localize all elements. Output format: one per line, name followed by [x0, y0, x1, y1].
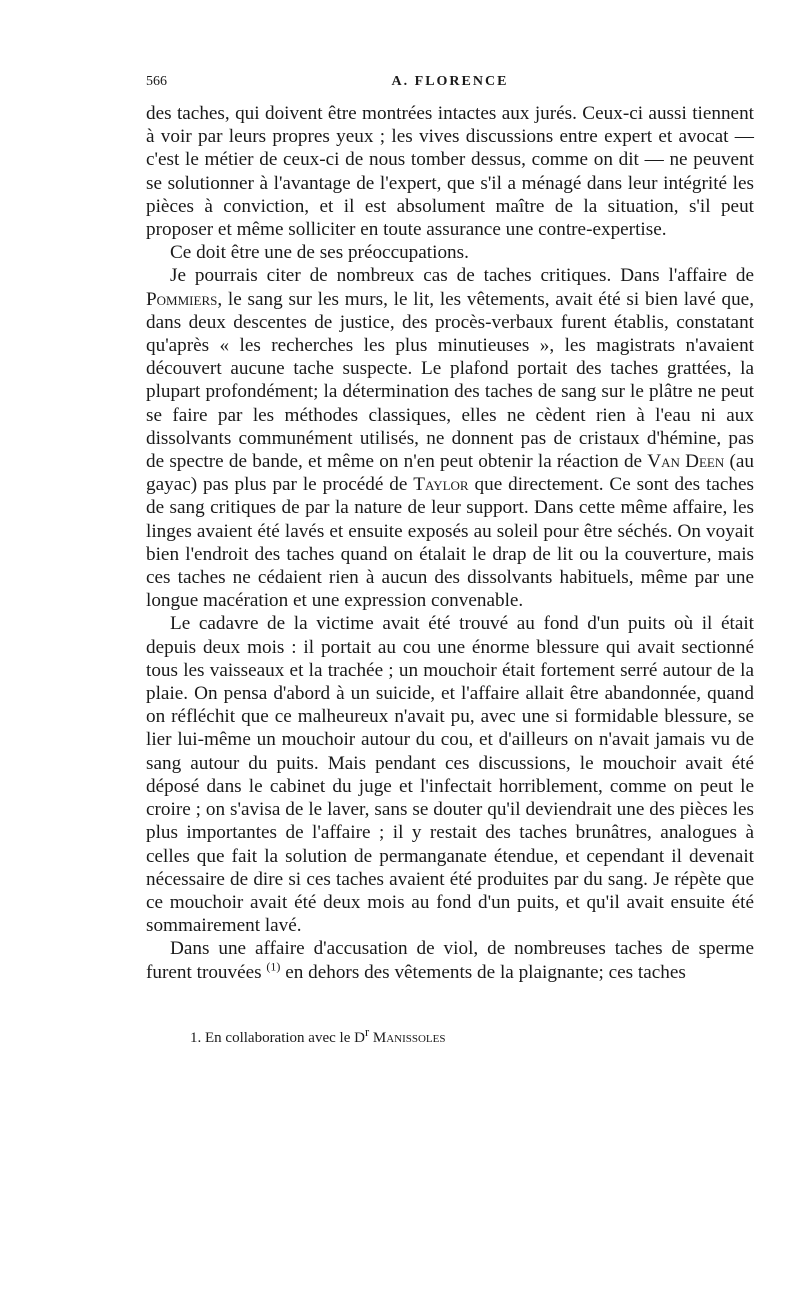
- footnote-text: En collaboration avec le D: [205, 1029, 365, 1046]
- text-run: Le cadavre de la victime avait été trouvé au fond d'un puits où il était depuis deux mois : il portait au cou une énorme blessure qui avait sectionné tous les vaisseaux et la trachée ; un mouchoir était fortement serré autour de la plaie. On pensa d'abord à un suicide, et l'affaire allait être abandonnée, quand on réfléchit que ce malheureux n'avait pu, avec une si formidable blessure, se lier lui-même un mouchoir autour du cou, et d'ailleurs on n'avait jamais vu de sang autour du puits. Mais pendant ces discussions, le mouchoir avait été déposé dans le cabinet du juge et l'infectait horriblement, comme on peut le croire ; on s'avisa de le laver, sans se douter qu'il deviendrait une des pièces les plus importantes de l'affaire ; il y restait des taches brunâtres, analogues à celles que fait la solution de permanganate étendue, et cependant il devenait nécessaire de dire si ces taches avaient été produites par du sang. Je répète que ce mouchoir avait été deux mois au fond d'un puits, et qu'il avait ensuite été sommairement lavé.: [146, 613, 754, 937]
- text-run: Dans une affaire d'accusation de viol, de nombreuses taches de sperme furent trouvées: [146, 938, 754, 983]
- proper-name: Taylor: [413, 474, 469, 496]
- footnote-name: Manissoles: [372, 1029, 446, 1046]
- text-run: que directement. Ce sont des taches de sang critiques de par la nature de leur support. Dans cette même affaire, les linges avaient été lavés et ensuite exposés au soleil pour être séchés. On voyait bien l'endroit des taches quand on étalait le drap de lit ou la couverture, mais ces taches ne cédaient rien à aucun des dissolvants habituels, même par une longue macération et une expression convenable.: [146, 474, 754, 612]
- proper-name: Van Deen: [647, 451, 725, 473]
- paragraph-3: [146, 264, 754, 612]
- footnote: [146, 1022, 754, 1048]
- paragraph-2: [146, 241, 754, 264]
- text-run: Ce doit être une de ses préoccupations.: [170, 242, 469, 264]
- running-head: [146, 66, 754, 92]
- page: [146, 66, 754, 1048]
- text-run: Je pourrais citer de nombreux cas de taches critiques. Dans l'affaire de: [170, 265, 754, 287]
- paragraph-5: [146, 937, 754, 983]
- footnote-reference: (1): [266, 959, 281, 974]
- body-text: [146, 102, 754, 984]
- footnote-superscript: r: [364, 1024, 370, 1039]
- page-number: 566: [146, 74, 167, 89]
- text-run: des taches, qui doivent être montrées intactes aux jurés. Ceux-ci aussi tiennent à voir par leurs propres yeux ; les vives discussions entre expert et avocat — c'est le métier de ceux-ci de nous tomber dessus, comme on dit — ne peuvent se solutionner à l'avantage de l'expert, que s'il a ménagé dans leur intégrité les pièces à conviction, et il est absolument maître de la situation, s'il peut proposer et même solliciter en toute assurance une contre-expertise.: [146, 103, 754, 241]
- running-title: A. FLORENCE: [391, 74, 509, 89]
- text-run: , le sang sur les murs, le lit, les vêtements, avait été si bien lavé que, dans deux descentes de justice, des procès-verbaux furent établis, constatant qu'après « les recherches les plus minutieuses », les magistrats n'avaient découvert aucune tache suspecte. Le plafond portait des taches grattées, la plupart profondément; la détermination des taches de sang sur le plâtre ne peut se faire par les méthodes classiques, elles ne cèdent rien à l'eau ni aux dissolvants communément utilisés, ne donnent pas de cristaux d'hémine, pas de spectre de bande, et même on n'en peut obtenir la réaction de: [146, 288, 754, 473]
- text-run: (au gayac) pas plus par le procédé de: [146, 451, 754, 496]
- text-run: en dehors des vêtements de la plaignante; ces taches: [280, 961, 686, 983]
- paragraph-1: [146, 102, 754, 241]
- footnote-marker: 1.: [190, 1029, 202, 1046]
- proper-name: Pommiers: [146, 288, 218, 310]
- paragraph-4: [146, 612, 754, 937]
